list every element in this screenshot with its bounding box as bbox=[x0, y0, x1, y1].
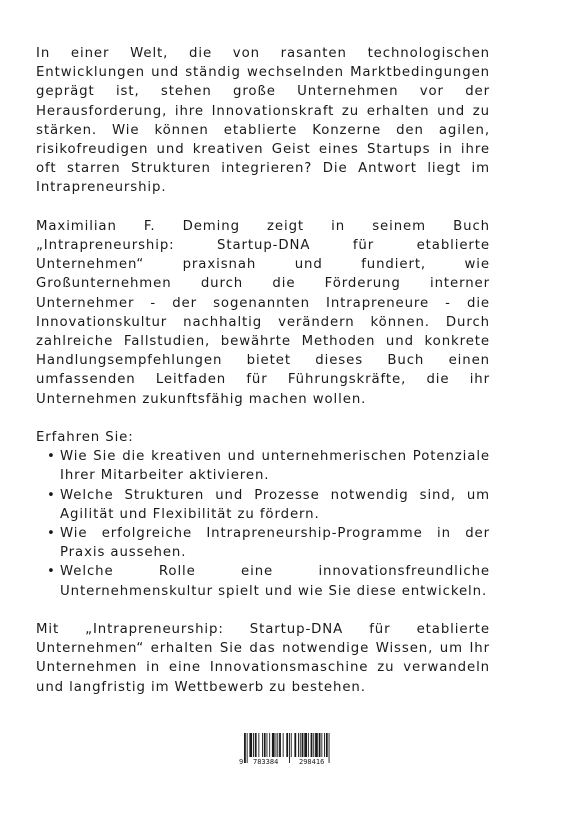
barcode-digits-right: 298416 bbox=[299, 758, 325, 766]
list-item-text: Welche Strukturen und Prozesse notwendig sind, um Agilität und Flexibilität zu fördern. bbox=[60, 487, 490, 522]
benefits-list bbox=[36, 447, 490, 601]
barcode-bar bbox=[279, 733, 281, 757]
barcode-digits-left: 783384 bbox=[253, 758, 279, 766]
barcode-bar bbox=[326, 733, 328, 757]
barcode-bar bbox=[272, 733, 275, 757]
barcode-bar bbox=[298, 733, 299, 757]
barcode-bar bbox=[313, 733, 314, 757]
bullet-icon: • bbox=[47, 526, 56, 542]
bullet-icon: • bbox=[47, 449, 56, 465]
barcode-bar bbox=[283, 733, 284, 757]
barcode-bar bbox=[249, 733, 252, 757]
list-item bbox=[47, 524, 490, 562]
intro-paragraph: In einer Welt, die von rasanten technologischen Entwicklungen und ständig wechselnden Marktbedingungen geprägt ist, stehen große Unternehmen vor der Herausforderung, ihre Innovationskraft zu erhalten und zu stärken. Wie können etablierte Konzerne den agilen, risikofreudigen und kreativen Geist eines Startups in ihre oft starren Strukturen integrieren? Die Antwort liegt im Intrapreneurship. bbox=[36, 46, 490, 196]
list-item-text: Welche Rolle eine innovationsfreundliche Unternehmenskultur spielt und wie Sie diese entwickeln. bbox=[60, 564, 490, 599]
book-description-paragraph: Maximilian F. Deming zeigt in seinem Buch „Intrapreneurship: Startup-DNA für etablierte Unternehmen“ praxisnah und fundiert, wie Großunternehmen durch die Förderung interner Unternehmer - der sogenannten Intrapreneure - die Innovationskultur nachhaltig verändern können. Durch zahlreiche Fallstudien, bewährte Methoden und konkrete Handlungsempfehlungen bietet dieses Buch einen umfassenden Leitfaden für Führungskräfte, die ihr Unternehmen zukunftsfähig machen wollen. bbox=[36, 218, 490, 407]
barcode-digits bbox=[238, 757, 340, 767]
list-item-text: Wie erfolgreiche Intrapreneurship-Programme in der Praxis aussehen. bbox=[60, 526, 490, 561]
barcode-bar bbox=[302, 733, 304, 757]
list-intro: Erfahren Sie: bbox=[36, 430, 134, 446]
barcode-bar bbox=[269, 733, 270, 757]
list-item bbox=[47, 486, 490, 524]
barcode-bar bbox=[315, 733, 318, 757]
barcode-bar bbox=[276, 733, 277, 757]
back-cover-text bbox=[36, 44, 490, 716]
list-item bbox=[47, 562, 490, 600]
barcode-bar bbox=[300, 733, 301, 757]
barcode-bar bbox=[308, 733, 309, 757]
barcode-bar bbox=[277, 733, 278, 757]
list-item-text: Wie Sie die kreativen und unternehmerischen Potenziale Ihrer Mitarbeiter aktivieren. bbox=[60, 449, 490, 484]
bullet-icon: • bbox=[47, 487, 56, 503]
isbn-barcode bbox=[238, 733, 340, 767]
barcode-bar bbox=[258, 733, 259, 757]
barcode-bar bbox=[294, 733, 296, 757]
barcode-bar bbox=[264, 733, 266, 757]
bullet-icon: • bbox=[47, 564, 56, 580]
closing-paragraph: Mit „Intrapreneurship: Startup-DNA für etablierte Unternehmen“ erhalten Sie das notwendige Wissen, um Ihr Unternehmen in eine Innovationsmaschine zu verwandeln und langfristig im Wettbewerb zu bestehen. bbox=[36, 622, 490, 695]
barcode-bar bbox=[311, 733, 313, 757]
barcode-bar bbox=[321, 733, 322, 757]
barcode-bar bbox=[253, 733, 254, 757]
barcode-digit-first: 9 bbox=[239, 758, 244, 766]
barcode-bar bbox=[286, 733, 288, 757]
barcode-bar bbox=[262, 733, 263, 757]
barcode-bar bbox=[304, 733, 307, 757]
barcode-bar bbox=[291, 733, 292, 757]
barcode-bar bbox=[324, 733, 325, 757]
barcode-bar bbox=[267, 733, 268, 757]
barcode-bar bbox=[319, 733, 321, 757]
list-item bbox=[47, 447, 490, 485]
barcode-bar bbox=[255, 733, 257, 757]
